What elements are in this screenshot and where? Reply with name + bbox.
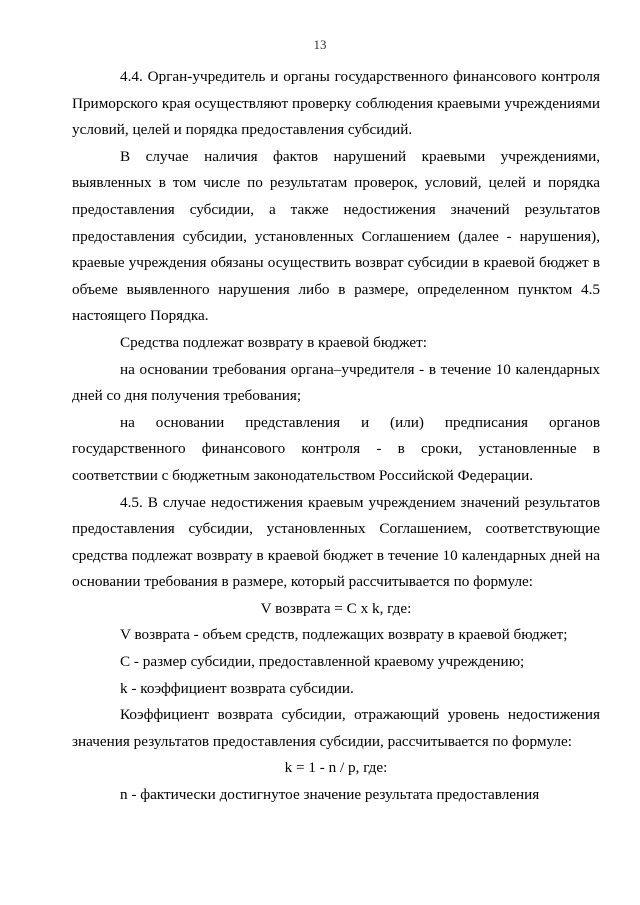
- paragraph-refund-requirement: на основании требования органа–учредителя - в течение 10 календарных дней со дня получения требования;: [72, 360, 600, 405]
- paragraph-4-4: 4.4. Орган-учредитель и органы государственного финансового контроля Приморского края осуществляют проверку соблюдения краевыми учреждениями условий, целей и порядка предоставления субсидий.: [72, 68, 600, 139]
- definition-v: V возврата - объем средств, подлежащих возврату в краевой бюджет;: [120, 626, 568, 644]
- formula-refund-volume: V возврата = C x k, где:: [260, 599, 412, 617]
- page-number: 13: [313, 37, 327, 52]
- definition-k: k - коэффициент возврата субсидии.: [120, 679, 354, 697]
- paragraph-coefficient: Коэффициент возврата субсидии, отражающий уровень недостижения значения результатов предоставления субсидии, рассчитывается по формуле:: [72, 706, 600, 750]
- paragraph-4-5: 4.5. В случае недостижения краевым учреждением значений результатов предоставления субсидии, установленных Соглашением, соответствующие средства подлежат возврату в краевой бюджет в течение 10 календарных дней на основании требования в размере, который рассчитывается по формуле:: [72, 493, 600, 591]
- document-body: [72, 64, 600, 809]
- paragraph-refund-control: на основании представления и (или) предписания органов государственного финансового контроля - в сроки, установленные в соответствии с бюджетным законодательством Российской Федерации.: [72, 413, 600, 484]
- paragraph-violations: В случае наличия фактов нарушений краевыми учреждениями, выявленных в том числе по результатам проверок, условий, целей и порядка предоставления субсидии, а также недостижения значений результатов предоставления субсидии, установленных Соглашением (далее - нарушения), краевые учреждения обязаны осуществить возврат субсидии в краевой бюджет в объеме выявленного нарушения либо в размере, определенном пунктом 4.5 настоящего Порядка.: [72, 147, 600, 325]
- paragraph-refund-intro: Средства подлежат возврату в краевой бюджет:: [120, 333, 428, 351]
- formula-coefficient: k = 1 - n / p, где:: [284, 759, 388, 777]
- definition-n: n - фактически достигнутое значение результата предоставления: [120, 786, 540, 804]
- definition-c: C - размер субсидии, предоставленной краевому учреждению;: [120, 653, 525, 671]
